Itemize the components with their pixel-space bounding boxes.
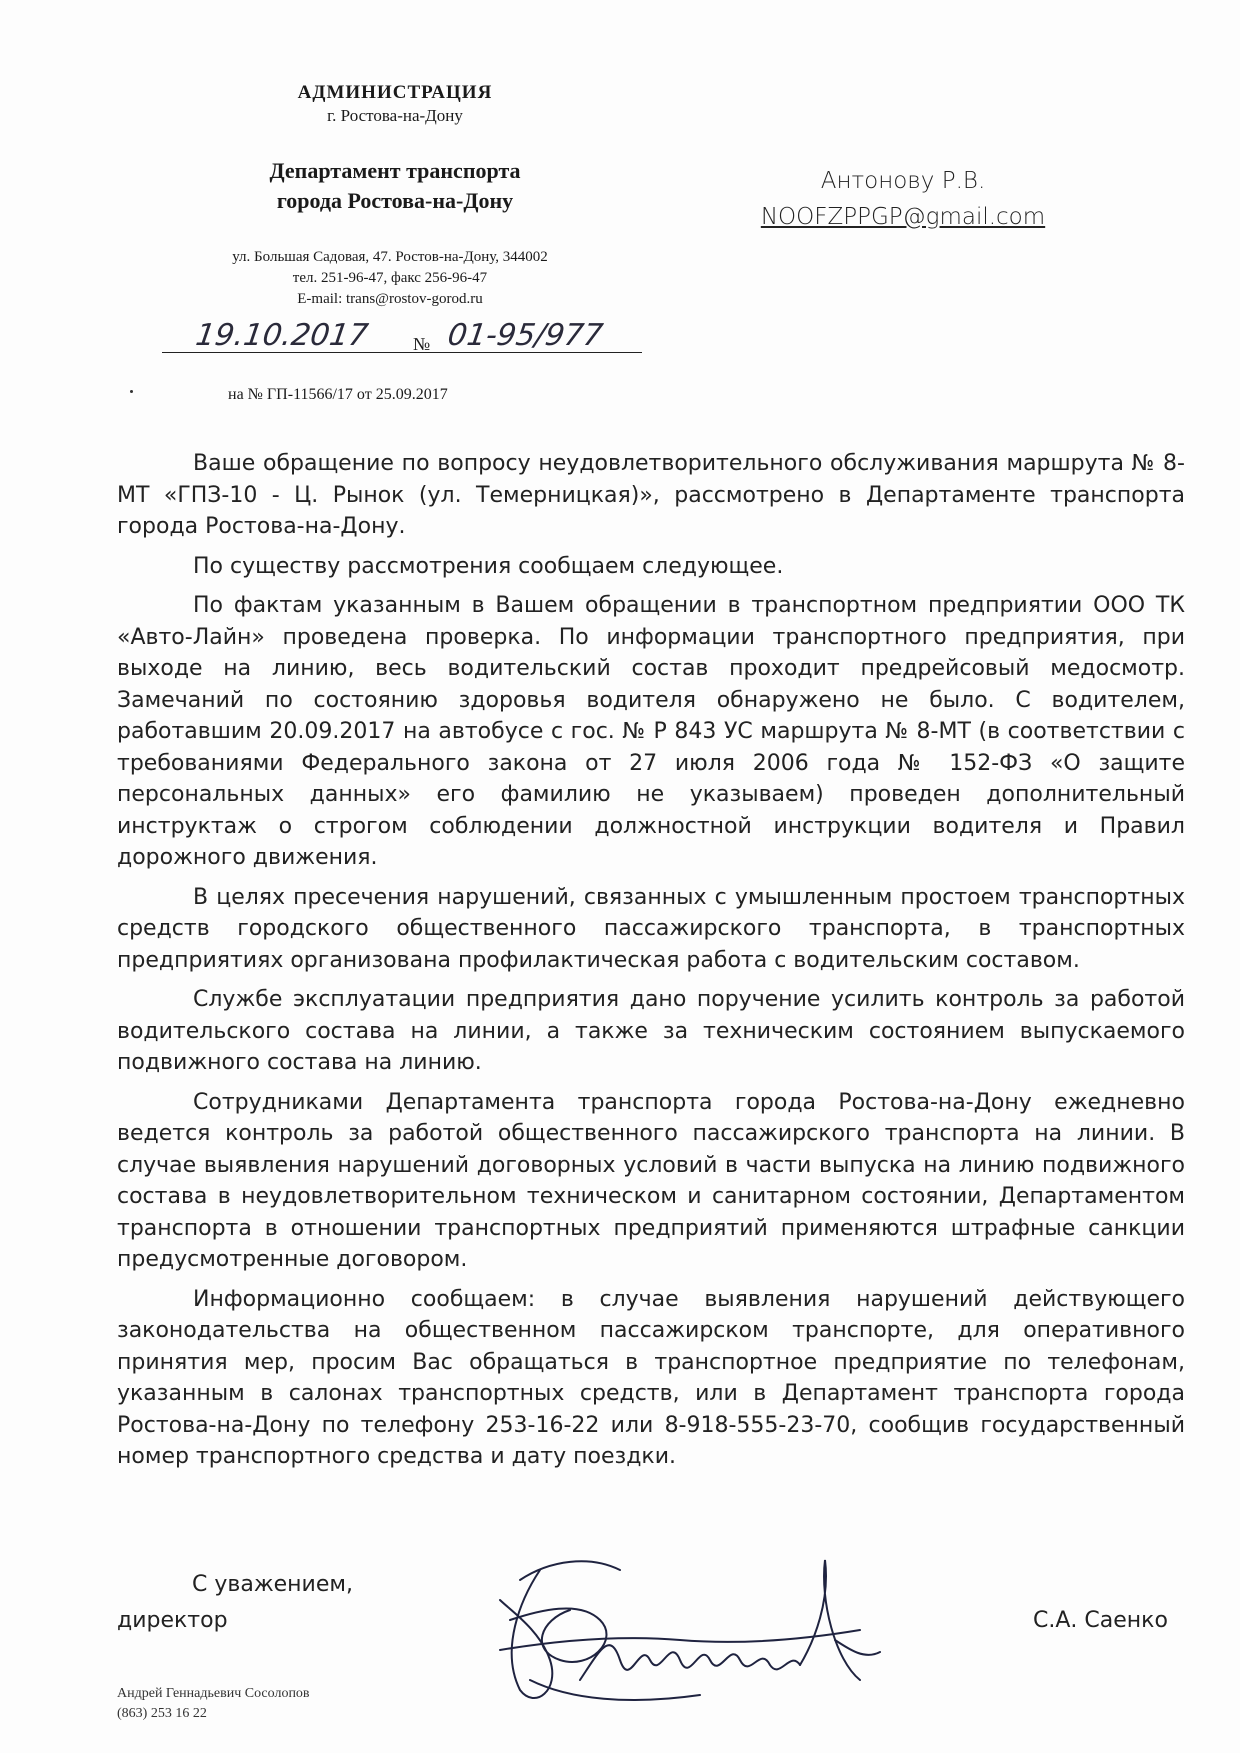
registration-reference: на № ГП-11566/17 от 25.09.2017 (228, 386, 448, 403)
closing-regards: С уважением, (192, 1572, 353, 1597)
body-paragraph: В целях пресечения нарушений, связанных с умышленным простоем транспортных средств городского общественного пассажирского транспорта, в транспортных предприятиях организована профилактическая работа с водительским составом. (117, 884, 1185, 973)
header-email: E-mail: trans@rostov-gorod.ru (297, 291, 483, 307)
letter-body (117, 448, 1185, 1481)
header-phone: тел. 251-96-47, факс 256-96-47 (292, 270, 488, 286)
body-paragraph: По фактам указанным в Вашем обращении в транспортном предприятии ООО ТК «Авто-Лайн» проведена проверка. По информации транспортного предприятия, при выходе на линию, весь водительский состав проходит предрейсовый медосмотр. Замечаний по состоянию здоровья водителя обнаружено не было. С водителем, работавшим 20.09.2017 на автобусе с гос. № Р 843 УС маршрута № 8-МТ (в соответствии с требованиями Федерального закона от 27 июля 2006 года № 152-ФЗ «О защите персональных данных» его фамилию не указываем) проведен дополнительный инструктаж о строгом соблюдении должностной инструкции водителя и Правил дорожного движения. (117, 593, 1185, 870)
header-department-line1: Департамент транспорта (269, 158, 521, 183)
header-city: г. Ростова-на-Дону (327, 106, 463, 125)
performer-name: Андрей Геннадьевич Сосолопов (117, 1686, 310, 1701)
handwritten-signature (480, 1540, 890, 1710)
performer-phone: (863) 253 16 22 (117, 1706, 207, 1721)
margin-mark (130, 390, 133, 393)
body-paragraph: Информационно сообщаем: в случае выявления нарушений действующего законодательства на общественном пассажирском транспорте, для оперативного принятия мер, просим Вас обращаться в транспортное предприятие по телефонам, указанным в салонах транспортных средств, или в Департамент транспорта города Ростова-на-Дону по телефону 253-16-22 или 8-918-555-23-70, сообщив государственный номер транспортного средства и дату поездки. (117, 1286, 1185, 1469)
body-paragraph: Сотрудниками Департамента транспорта города Ростова-на-Дону ежедневно ведется контроль за работой общественного пассажирского транспорта на линии. В случае выявления нарушений договорных условий в части выпуска на линию подвижного состава в неудовлетворительном техническом и санитарном состоянии, Департаментом транспорта в отношении транспортных предприятий применяются штрафные санкции предусмотренные договором. (117, 1089, 1185, 1272)
registration-number: 01-95/977 (445, 318, 606, 353)
recipient-email: NOOFZPPGP@gmail.com (760, 204, 1046, 230)
signer-title: директор (117, 1608, 228, 1633)
body-paragraph: По существу рассмотрения сообщаем следующее. (193, 553, 784, 579)
header-department-line2: города Ростова-на-Дону (276, 188, 514, 213)
registration-number-sign: № (413, 334, 431, 354)
body-paragraph: Ваше обращение по вопросу неудовлетворительного обслуживания маршрута № 8-МТ «ГПЗ-10 - Ц. Рынок (ул. Темерницкая)», рассмотрено в Департаменте транспорта города Ростова-на-Дону. (117, 451, 1185, 539)
header-address: ул. Большая Садовая, 47. Ростов-на-Дону, 344002 (232, 249, 548, 265)
recipient-name: Антонову Р.В. (820, 168, 986, 194)
registration-date: 19.10.2017 (193, 318, 371, 353)
body-paragraph: Службе эксплуатации предприятия дано поручение усилить контроль за работой водительского состава на линии, а также за техническим состоянием выпускаемого подвижного состава на линию. (117, 987, 1185, 1075)
header-administration: АДМИНИСТРАЦИЯ (297, 82, 493, 103)
signer-name: С.А. Саенко (1033, 1608, 1168, 1633)
